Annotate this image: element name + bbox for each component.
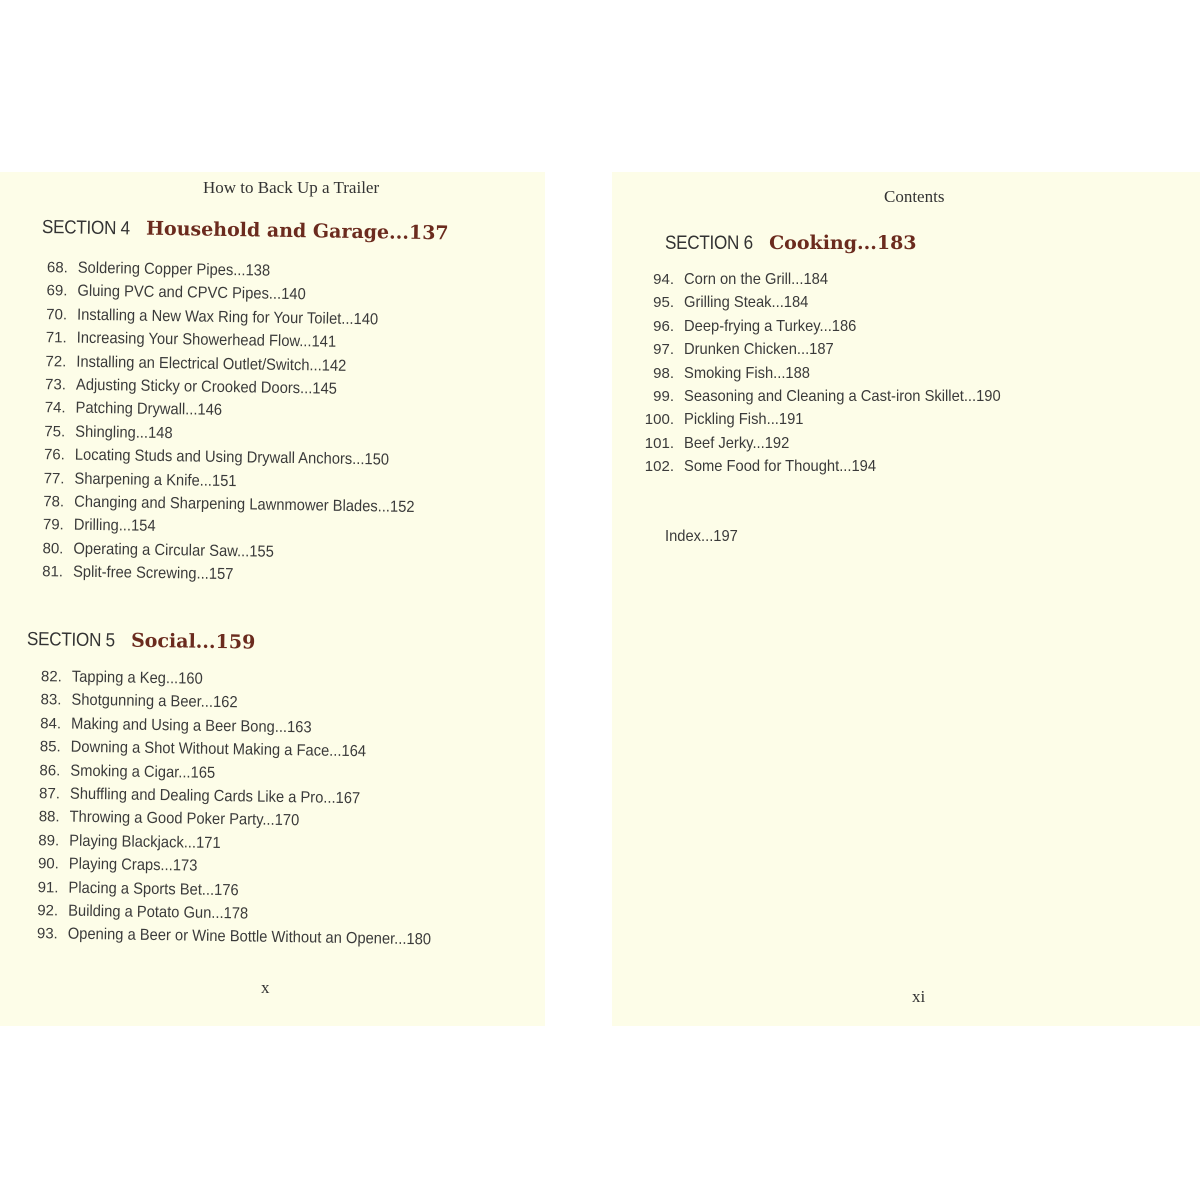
toc-entry-number: 98. <box>653 364 674 382</box>
toc-entry-title: Corn on the Grill...184 <box>684 271 829 288</box>
toc-entry-title: Sharpening a Knife...151 <box>74 470 237 490</box>
section-4-list <box>31 256 448 590</box>
toc-entry <box>642 338 1028 361</box>
toc-entry-title: Grilling Steak...184 <box>684 294 809 312</box>
toc-entry-number: 69. <box>46 282 68 300</box>
toc-entry-number: 92. <box>37 902 59 920</box>
toc-entry-number: 94. <box>653 271 674 288</box>
section-5-label: SECTION 5 <box>26 629 116 652</box>
toc-entry-number: 71. <box>45 329 67 347</box>
toc-entry-number: 87. <box>38 785 61 803</box>
toc-entry-number: 93. <box>36 925 58 943</box>
toc-entry-title: Soldering Copper Pipes...138 <box>77 259 271 280</box>
toc-entry-title: Installing a New Wax Ring for Your Toilet...140 <box>76 306 379 329</box>
section-5-title: Social...159 <box>130 629 256 654</box>
toc-entry <box>642 362 1028 385</box>
left-page <box>0 172 545 1026</box>
toc-entry-title: Shotgunning a Beer...162 <box>71 692 238 712</box>
toc-entry-title: Split-free Screwing...157 <box>72 563 234 584</box>
toc-entry-title: Shingling...148 <box>75 423 173 442</box>
toc-entry-title: Throwing a Good Poker Party...170 <box>69 808 300 830</box>
toc-entry <box>642 455 1028 478</box>
toc-entry-number: 76. <box>43 446 66 464</box>
toc-entry-number: 100. <box>644 411 674 429</box>
toc-entry <box>642 408 1028 431</box>
toc-entry-title: Downing a Shot Without Making a Face...164 <box>70 738 367 761</box>
running-head-left: How to Back Up a Trailer <box>203 178 380 197</box>
toc-entry-title: Smoking Fish...188 <box>684 364 810 382</box>
toc-entry-title: Tapping a Keg...160 <box>71 668 203 688</box>
toc-entry-title: Operating a Circular Saw...155 <box>73 540 274 561</box>
toc-entry-number: 101. <box>644 434 674 452</box>
toc-entry-title: Adjusting Sticky or Crooked Doors...145 <box>75 376 338 398</box>
toc-entry-number: 102. <box>644 458 674 476</box>
section-4-title: Household and Garage...137 <box>145 217 449 245</box>
toc-entry <box>642 268 1028 291</box>
toc-entry-title: Patching Drywall...146 <box>75 399 223 420</box>
toc-entry-title: Pickling Fish...191 <box>684 411 804 429</box>
toc-entry-number: 99. <box>653 387 674 405</box>
toc-entry-number: 83. <box>40 691 62 709</box>
toc-entry-number: 72. <box>45 352 67 371</box>
toc-entry-number: 97. <box>653 341 674 359</box>
toc-entry-title: Smoking a Cigar...165 <box>70 762 216 782</box>
page-number-left: x <box>261 978 270 997</box>
toc-entry-number: 91. <box>37 878 59 896</box>
toc-entry-number: 74. <box>44 399 66 417</box>
section-5-heading <box>27 628 256 655</box>
toc-entry-number: 84. <box>40 714 62 733</box>
toc-entry-title: Seasoning and Cleaning a Cast-iron Skillet...190 <box>684 387 1001 405</box>
right-page <box>612 172 1200 1026</box>
toc-entry-title: Drilling...154 <box>73 516 156 536</box>
toc-entry-title: Locating Studs and Using Drywall Anchors...150 <box>74 446 390 469</box>
toc-entry-title: Changing and Sharpening Lawnmower Blades...152 <box>74 493 415 516</box>
toc-entry-number: 96. <box>653 317 674 335</box>
toc-entry-title: Some Food for Thought...194 <box>684 458 877 476</box>
toc-entry-title: Deep-frying a Turkey...186 <box>684 317 857 335</box>
toc-entry-number: 89. <box>38 831 60 850</box>
section-6-list <box>642 268 1028 479</box>
toc-entry-number: 90. <box>37 855 60 873</box>
toc-entry <box>642 291 1028 314</box>
section-6-title: Cooking...183 <box>769 232 917 254</box>
toc-entry-title: Beef Jerky...192 <box>684 434 790 452</box>
toc-entry-number: 82. <box>40 668 62 686</box>
page-number-right: xi <box>912 987 926 1006</box>
running-head-right: Contents <box>884 187 945 206</box>
toc-entry-title: Placing a Sports Bet...176 <box>68 879 239 899</box>
toc-entry-number: 73. <box>44 376 67 394</box>
toc-entry-title: Playing Craps...173 <box>68 855 198 875</box>
section-4-heading <box>42 216 449 245</box>
toc-entry-title: Playing Blackjack...171 <box>69 832 221 852</box>
section-6-label: SECTION 6 <box>665 233 753 254</box>
toc-entry-number: 86. <box>39 761 61 780</box>
toc-entry <box>642 315 1028 338</box>
toc-entry <box>642 385 1028 408</box>
index-entry: Index...197 <box>665 528 738 545</box>
toc-entry-number: 70. <box>46 305 68 324</box>
toc-entry-title: Building a Potato Gun...178 <box>68 902 249 923</box>
toc-entry-number: 78. <box>43 493 65 511</box>
toc-entry-number: 75. <box>44 422 66 441</box>
toc-entry-title: Making and Using a Beer Bong...163 <box>70 715 312 737</box>
toc-entry-number: 95. <box>653 294 674 312</box>
toc-entry-number: 68. <box>46 259 68 277</box>
section-4-label: SECTION 4 <box>41 217 131 240</box>
toc-entry-title: Increasing Your Showerhead Flow...141 <box>76 329 337 351</box>
toc-entry-title: Installing an Electrical Outlet/Switch...142 <box>76 353 347 375</box>
section-6-heading <box>665 232 917 255</box>
toc-entry-number: 85. <box>39 738 61 756</box>
toc-entry-title: Gluing PVC and CPVC Pipes...140 <box>77 283 306 304</box>
toc-entry-title: Shuffling and Dealing Cards Like a Pro...167 <box>69 785 361 808</box>
toc-entry-number: 88. <box>38 808 60 826</box>
toc-entry-title: Opening a Beer or Wine Bottle Without an Opener...180 <box>67 925 432 949</box>
toc-entry-number: 77. <box>43 469 65 487</box>
toc-entry-number: 81. <box>42 563 64 581</box>
toc-entry-title: Drunken Chicken...187 <box>684 341 834 359</box>
toc-entry <box>642 432 1028 455</box>
toc-entry-number: 79. <box>42 516 64 534</box>
toc-entry-number: 80. <box>42 539 64 558</box>
section-5-list <box>26 665 467 953</box>
